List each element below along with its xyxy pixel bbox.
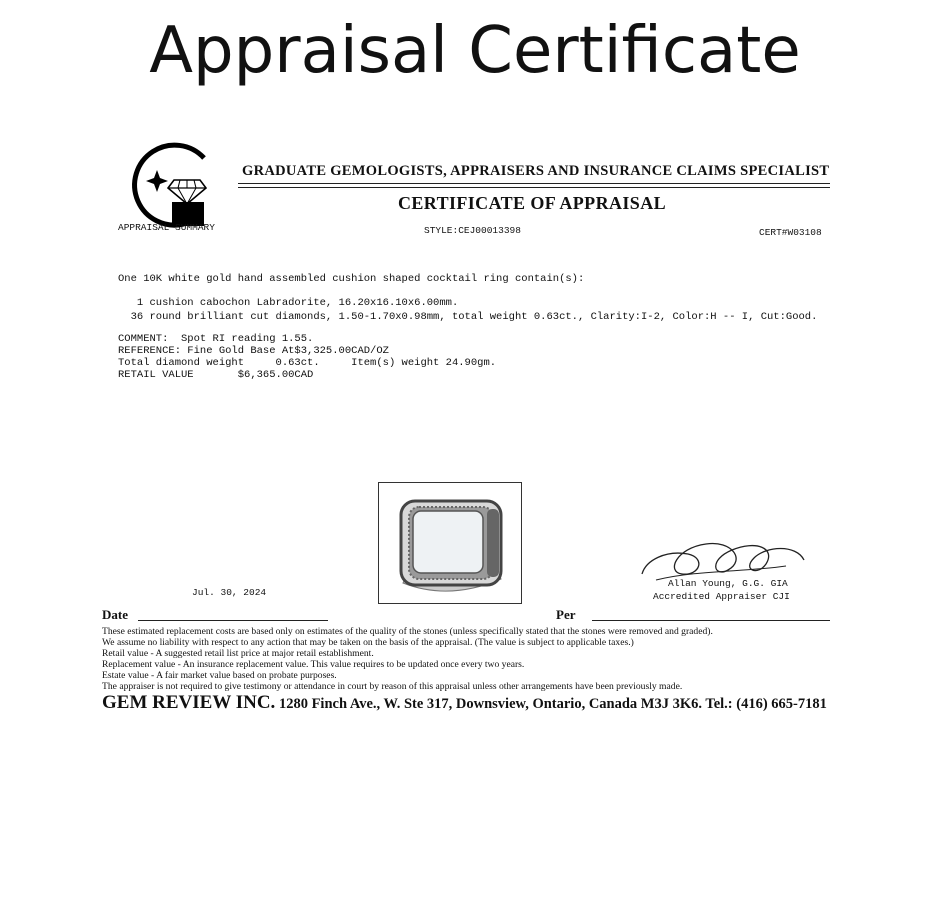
per-signature-line	[592, 620, 830, 621]
date-signature-line	[138, 620, 328, 621]
disclaimer-line: Retail value - A suggested retail list price at major retail establishment.	[102, 648, 374, 659]
header-rule-bottom	[238, 187, 830, 188]
style-number: STYLE:CEJ00013398	[424, 225, 521, 236]
certificate-heading: CERTIFICATE OF APPRAISAL	[398, 193, 666, 213]
disclaimer-line: These estimated replacement costs are based only on estimates of the quality of the stones (unless specifically stated that the stones were removed and graded).	[102, 626, 713, 637]
certificate-number: CERT#W03108	[759, 227, 822, 238]
reference-line: REFERENCE: Fine Gold Base At$3,325.00CAD/OZ	[118, 345, 389, 357]
weight-line: Total diamond weight 0.63ct. Item(s) weight 24.90gm.	[118, 357, 497, 369]
description-line: One 10K white gold hand assembled cushion shaped cocktail ring contain(s):	[118, 273, 585, 285]
appraisal-date: Jul. 30, 2024	[192, 587, 267, 598]
appraiser-title: Accredited Appraiser CJI	[653, 591, 790, 602]
appraisal-summary-label: APPRAISAL SUMMARY	[118, 222, 215, 233]
date-label: Date	[102, 607, 128, 622]
ring-photo	[378, 482, 522, 604]
retail-value-line: RETAIL VALUE $6,365.00CAD	[118, 369, 314, 381]
appraiser-name: Allan Young, G.G. GIA	[668, 578, 788, 589]
disclaimer-line: Replacement value - An insurance replacement value. This value requires to be updated once every two years.	[102, 659, 525, 670]
ring-image-icon	[379, 483, 521, 603]
disclaimer-line: The appraiser is not required to give testimony or attendance in court by reason of this appraisal unless other arrangements have been previously made.	[102, 681, 683, 692]
gemologist-logo-icon	[126, 140, 222, 232]
page-title: Appraisal Certificate	[149, 14, 801, 88]
disclaimer-line: We assume no liability with respect to any action that may be taken on the basis of the appraisal. (The value is subject to applicable taxes.)	[102, 637, 634, 648]
company-address: 1280 Finch Ave., W. Ste 317, Downsview, Ontario, Canada M3J 3K6. Tel.: (416) 665-7181	[275, 696, 827, 712]
company-name: GEM REVIEW INC.	[102, 692, 276, 713]
footer-contact	[102, 692, 827, 714]
organization-header: GRADUATE GEMOLOGISTS, APPRAISERS AND INSURANCE CLAIMS SPECIALIST	[242, 163, 830, 179]
header-rule-top	[238, 183, 830, 184]
comment-line: COMMENT: Spot RI reading 1.55.	[118, 333, 314, 345]
per-label: Per	[556, 607, 576, 622]
disclaimer-line: Estate value - A fair market value based on probate purposes.	[102, 670, 337, 681]
description-line: 1 cushion cabochon Labradorite, 16.20x16.10x6.00mm.	[118, 297, 459, 309]
description-line: 36 round brilliant cut diamonds, 1.50-1.70x0.98mm, total weight 0.63ct., Clarity:I-2, Color:H -- I, Cut:Good.	[118, 311, 818, 323]
